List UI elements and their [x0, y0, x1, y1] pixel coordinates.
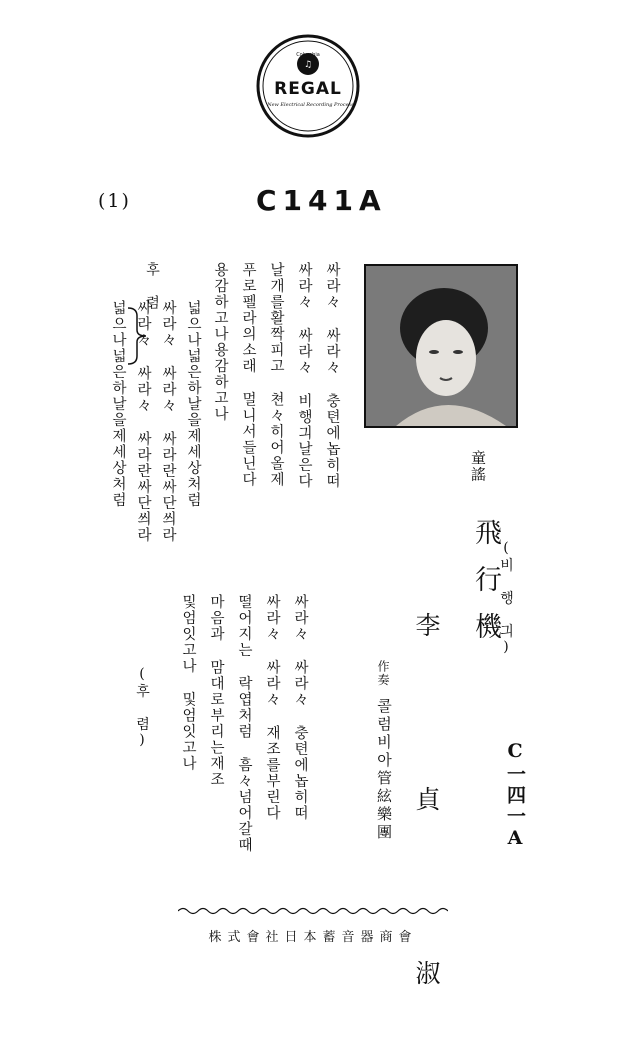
song-title: 飛行機 [470, 518, 501, 659]
genre-label: 童謠 [469, 450, 487, 483]
wavy-divider [178, 906, 448, 916]
song-title-hangul: (비 행 긔) [498, 540, 514, 657]
verse1-line-3: 날개를활짝피고 쳔々히어올제 [268, 262, 284, 488]
verse2-line-5: 및엄잇고나 및엄잇고나 [180, 594, 196, 772]
chorus-line-2: 싸라々 싸라々 싸라란싸단씌라 [160, 300, 176, 543]
verse2-line-3: 떨어지는 락엽처럼 흠々넘어갈때 [236, 594, 252, 853]
verse1-line-1: 싸라々 싸라々 충텬에놉히떠 [324, 262, 340, 489]
logo-sub-right: Recording Process [306, 102, 354, 108]
catalog-number-vertical: C一四一A [504, 740, 526, 851]
verse1-line-4: 푸로펠라의소래 멀니서들닌다 [240, 262, 256, 488]
logo-brand: REGAL [274, 79, 342, 99]
chorus-line-1: 넓으나넓은하날을제세상처럼 [185, 300, 201, 508]
publisher-footer: 株式會社日本蓄音器商會 [208, 930, 418, 945]
chorus-line-3: 싸라々 싸라々 싸라란싸단씌라 [135, 300, 151, 543]
catalog-number: C141A [256, 184, 387, 217]
artist-name: 李 貞 淑 [412, 612, 441, 1045]
regal-logo [256, 34, 360, 138]
verse1-line-5: 용감하고나용감하고나 [212, 262, 228, 422]
page-number: (1) [98, 190, 131, 212]
verse2-line-1: 싸라々 싸라々 충텬에놉히떠 [292, 594, 308, 821]
verse2-line-2: 싸라々 싸라々 재조를부린다 [264, 594, 280, 821]
role-label: 作奏 [376, 660, 390, 687]
verse1-line-2: 싸라々 싸라々 비행긔날은다 [296, 262, 312, 489]
chorus-brace [126, 306, 148, 366]
chorus-line-4: 넓으나넓은하날을제세상처럼 [110, 300, 126, 508]
portrait-photo [364, 264, 518, 428]
chorus-label: 후 렴 [144, 262, 160, 311]
orchestra-name: 콜럼비아管絃樂團 [375, 698, 393, 842]
chorus-reference: (후 렴) [134, 666, 150, 750]
verse2-line-4: 마음과 맘대로부리는재조 [208, 594, 224, 788]
logo-sub-left: New Electrical [267, 102, 305, 108]
svg-text:♫: ♫ [303, 60, 313, 70]
logo-top-text: Columbia [296, 52, 320, 58]
